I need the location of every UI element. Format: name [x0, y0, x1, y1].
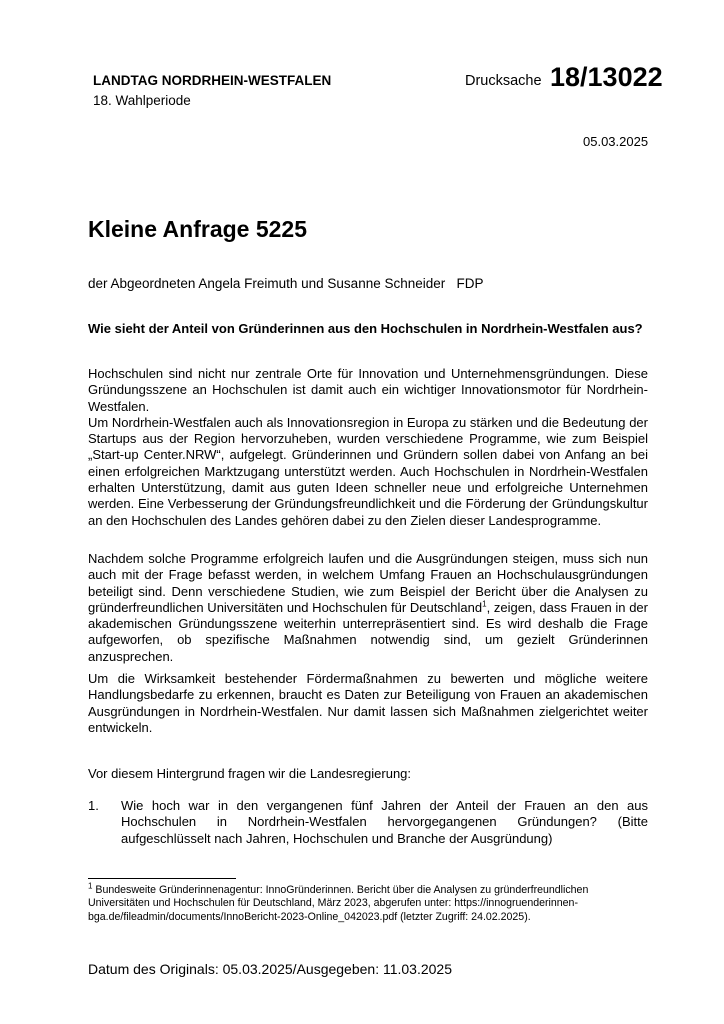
intro-line: Vor diesem Hintergrund fragen wir die Landesregierung: [88, 766, 412, 781]
footnote-reference: 1 [482, 599, 487, 609]
institution-name: LANDTAG NORDRHEIN-WESTFALEN [93, 73, 332, 88]
paragraph-2 [88, 551, 648, 665]
paragraph-3: Um die Wirksamkeit bestehender Fördermaßnahmen zu bewerten und mögliche weitere Handlungsbedarfe zu erkennen, braucht es Daten zur Beteiligung von Frauen an akademischen Ausgründungen in Nordrhein-Westfalen. Nur damit lassen sich Maßnahmen zielgerichtet weiter entwickeln. [88, 671, 648, 735]
document-date: 05.03.2025 [583, 134, 649, 149]
page-title: Kleine Anfrage 5225 [88, 216, 308, 242]
paragraph-2-part2: , zeigen, dass Frauen in der akademischen Gründungsszene weiterhin unterrepräsentiert sind. Es wird deshalb die Frage aufgeworfen, ob spezifische Maßnahmen notwendig sind, um gezielt Gründerinnen anzusprechen. [88, 599, 648, 664]
legislative-period: 18. Wahlperiode [93, 93, 191, 108]
paragraph-1a: Hochschulen sind nicht nur zentrale Orte für Innovation und Unternehmensgründungen. Diese Gründungsszene an Hochschulen ist damit auch ein wichtiger Innovationsmotor für Nordrhein-Westfalen. [88, 366, 648, 414]
paragraph-2-part1: Nachdem solche Programme erfolgreich laufen und die Ausgründungen steigen, muss sich nun auch mit der Frage befasst werden, in welchem Umfang Frauen an Hochschulausgründungen beteiligt sind. Denn verschiedene Studien, wie zum Beispiel der Bericht über die Analysen zu gründerfreundlichen Universitäten und Hochschulen für Deutschland [88, 551, 648, 615]
question-text: Wie hoch war in den vergangenen fünf Jahren der Anteil der Frauen an den aus Hochschulen in Nordrhein-Westfalen hervorgegangenen Gründungen? (Bitte aufgeschlüsselt nach Jahren, Hochschulen und Branche der Ausgründung) [121, 798, 648, 846]
footnote [88, 881, 648, 924]
footnote-divider [88, 878, 236, 879]
footer-dates: Datum des Originals: 05.03.2025/Ausgegeben: 11.03.2025 [88, 961, 452, 977]
footnote-marker: 1 [88, 881, 93, 891]
authors-line [88, 276, 484, 291]
paragraph-1 [88, 366, 648, 529]
party: FDP [456, 276, 484, 291]
question-number: 1. [88, 798, 99, 813]
drucksache-number: 18/13022 [550, 62, 663, 92]
footnote-text: Bundesweite Gründerinnenagentur: InnoGründerinnen. Bericht über die Analysen zu gründerfreundlichen Universitäten und Hochschulen für Deutschland, März 2023, abgerufen unter: https://innogruenderinnen-bga.de/fileadmin/documents/InnoBericht-2023-Online_042023.pdf (letzter Zugriff: 24.02.2025). [88, 884, 589, 923]
paragraph-1b: Um Nordrhein-Westfalen auch als Innovationsregion in Europa zu stärken und die Bedeutung der Startups aus der Region hervorzuheben, wurden verschiedene Programme, wie zum Beispiel „Start-up Center.NRW“, aufgelegt. Gründerinnen und Gründern sollen dabei von Anfang an bei einen erfolgreichen Marktzugang unterstützt werden. Auch Hochschulen in Nordrhein-Westfalen erhalten Unterstützung, damit aus guten Ideen schneller neue und erfolgreiche Unternehmen werden. Eine Verbesserung der Gründungsfreundlichkeit und die Förderung der Gründungskultur an den Hochschulen des Landes gehören dabei zu den Zielen dieser Landesprogramme. [88, 414, 648, 528]
authors: der Abgeordneten Angela Freimuth und Susanne Schneider [88, 276, 446, 291]
drucksache-label: Drucksache [465, 73, 542, 89]
question-title: Wie sieht der Anteil von Gründerinnen aus den Hochschulen in Nordrhein-Westfalen aus? [88, 321, 643, 336]
